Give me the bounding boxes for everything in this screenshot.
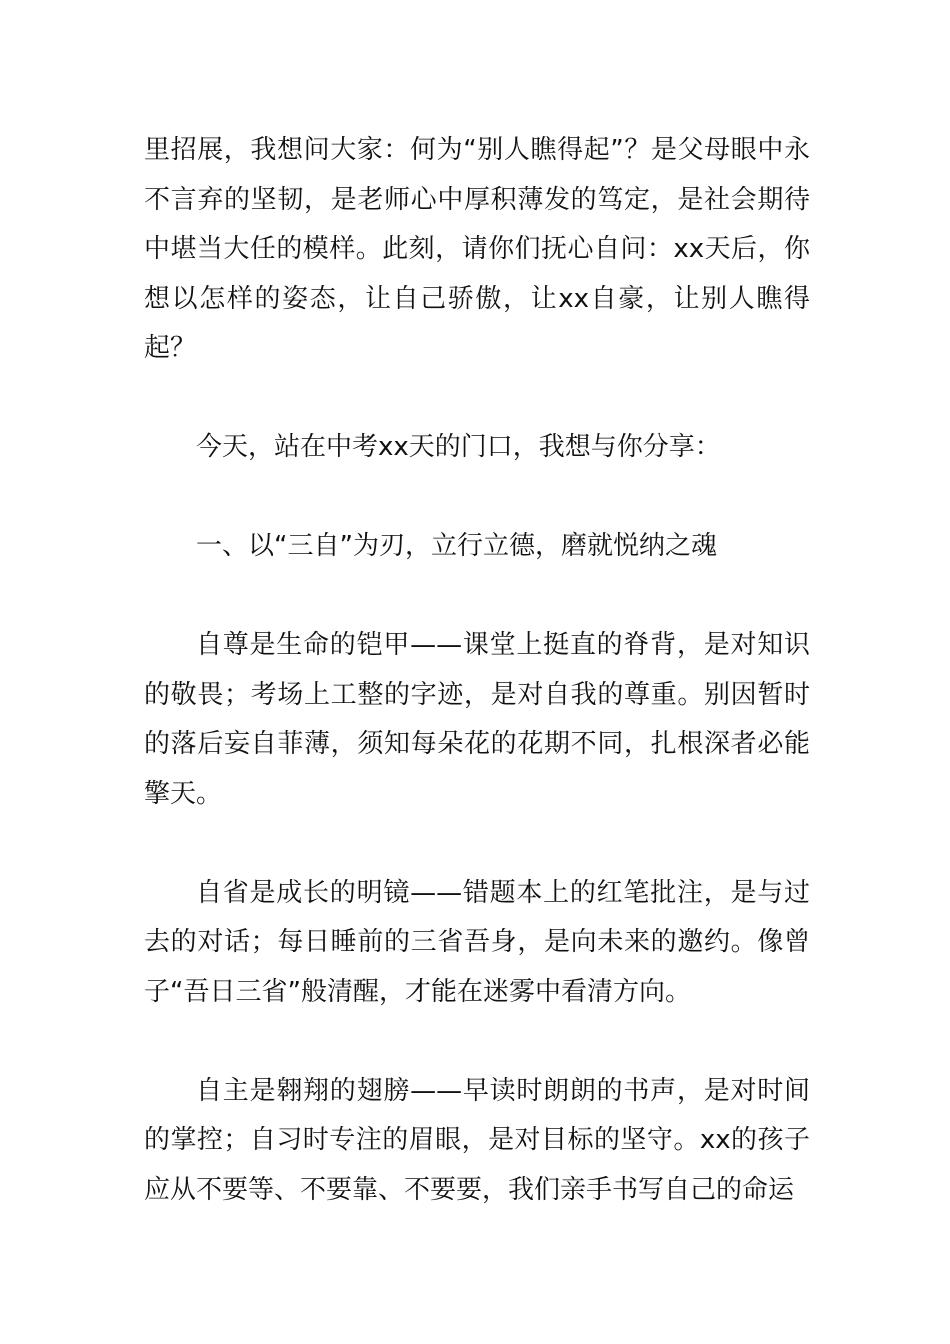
paragraph-self-reflection: 自省是成长的明镜——错题本上的红笔批注，是与过去的对话；每日睡前的三省吾身，是向未来的邀约。像曾子“吾日三省”般清醒，才能在迷雾中看清方向。	[144, 877, 810, 1007]
paragraph-self-respect: 自尊是生命的铠甲——课堂上挺直的脊背，是对知识的敬畏；考场上工整的字迹，是对自我的尊重。别因暂时的落后妄自菲薄，须知每朵花的花期不同，扎根深者必能擎天。	[144, 630, 810, 809]
paragraph-1: 里招展，我想问大家：何为“别人瞧得起”？是父母眼中永不言弃的坚韧，是老师心中厚积薄发的笃定，是社会期待中堪当大任的模样。此刻，请你们抚心自问：xx天后，你想以怎样的姿态，让自己骄傲，让xx自豪，让别人瞧得起？	[144, 135, 810, 363]
paragraph-self-reliance: 自主是翱翔的翅膀——早读时朗朗的书声，是对时间的掌控；自习时专注的眉眼，是对目标的坚守。xx的孩子应从不要等、不要靠、不要要，我们亲手书写自己的命运	[144, 1075, 810, 1205]
section-heading-1: 一、以“三自”为刃，立行立德，磨就悦纳之魂	[196, 531, 717, 561]
paragraph-2: 今天，站在中考xx天的门口，我想与你分享：	[196, 432, 721, 462]
